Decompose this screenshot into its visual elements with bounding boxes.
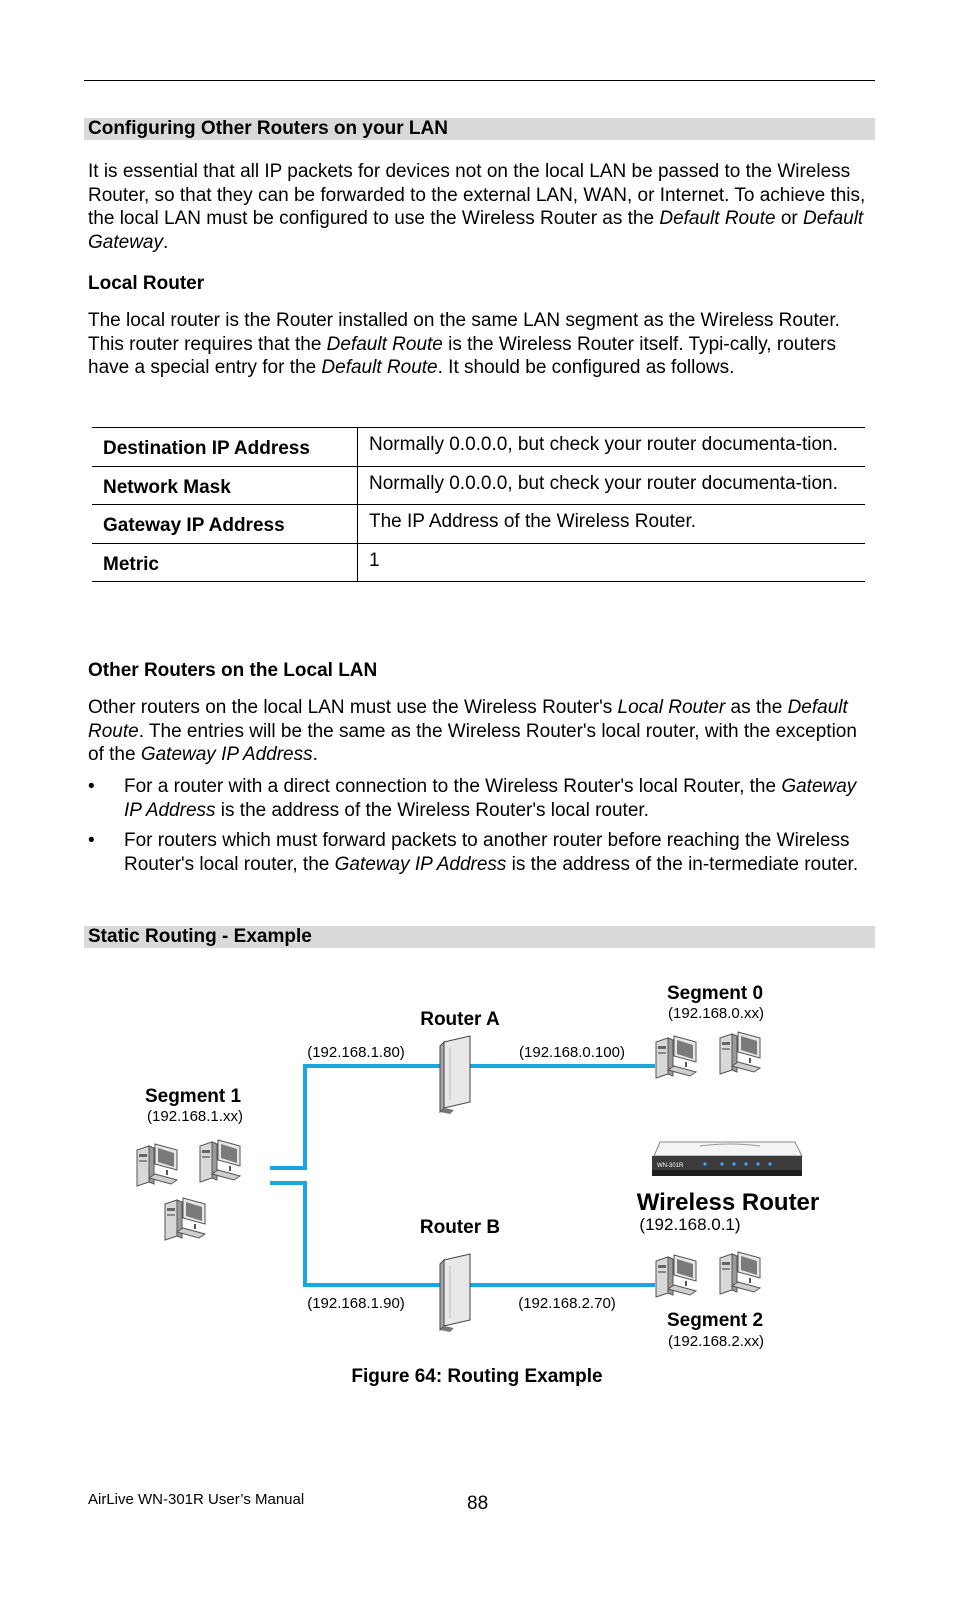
local-router-text-b: is the Wireless Router itself. Typi-cally, routers have a special entry for the [88, 333, 836, 378]
bullet-text: For a router with a direct connection to the Wireless Router's local Router, the Gateway IP Address is the address of the Wireless Router's local router. [124, 776, 857, 821]
intro-text: It is essential that all IP packets for devices not on the local LAN be passed to the Wireless Router, so that they can be forwarded to the external LAN, WAN, or Internet. To achieve this, the local LAN must be configured to use the Wireless Router as the [88, 161, 866, 229]
segment0-pc-icon [720, 1032, 760, 1074]
routing-diagram [0, 960, 954, 1360]
table-value: Normally 0.0.0.0, but check your router documenta-tion. [358, 428, 866, 467]
wireless-router-ip: (192.168.0.1) [639, 1215, 741, 1234]
table-key: Gateway IP Address [92, 505, 358, 544]
footer-manual-title: AirLive WN-301R User’s Manual [88, 1491, 305, 1508]
bullet-dot: • [88, 830, 95, 851]
other-routers-text-a: Other routers on the local LAN must use the Wireless Router's [88, 697, 618, 718]
segment2-pc-icon [656, 1255, 696, 1297]
router-a-label: Router A [420, 1009, 500, 1030]
other-routers-paragraph [88, 696, 872, 767]
local-router-paragraph [88, 309, 872, 380]
page-number: 88 [467, 1493, 489, 1514]
other-routers-italic-2: Default Route [88, 697, 848, 742]
router-b-icon [440, 1254, 470, 1332]
router-b-left-ip: (192.168.1.90) [307, 1295, 405, 1312]
figure-caption: Figure 64: Routing Example [351, 1366, 603, 1387]
local-router-italic-1: Default Route [326, 333, 443, 355]
wireless-router-label: Wireless Router [636, 1189, 820, 1216]
segment0-label: Segment 0 [666, 983, 764, 1004]
segment1-label: Segment 1 [144, 1086, 242, 1107]
intro-text-or: or [775, 208, 803, 229]
segment1-pc-icon [200, 1140, 240, 1182]
other-routers-italic-3: Gateway IP Address [140, 744, 313, 765]
segment2-pc-icon [720, 1252, 760, 1294]
bullet-text: For routers which must forward packets to another router before reaching the Wireless Router's local router, the Gateway IP Address is the address of the in-termediate router. [124, 830, 859, 875]
segment0-pc-icon [656, 1036, 696, 1078]
other-routers-text-d: . [312, 744, 318, 765]
local-router-text-a: The local router is the Router installed on the same LAN segment as the Wireless Router. This router requires that the [88, 310, 840, 355]
segment1-pc-icon [165, 1198, 205, 1240]
segment2-ip: (192.168.2.xx) [668, 1333, 764, 1350]
route-settings-table [92, 427, 865, 582]
table-value: 1 [358, 543, 866, 582]
bullet-dot: • [88, 776, 95, 797]
other-routers-text-c: . The entries will be the same as the Wireless Router's local router, with the exception of the [88, 720, 857, 765]
local-router-italic-2: Default Route [321, 357, 438, 378]
table-row [92, 543, 865, 582]
wireless-router-icon [652, 1142, 802, 1176]
section-heading-static-routing: Static Routing - Example [84, 926, 875, 948]
local-router-heading: Local Router [88, 273, 205, 294]
other-routers-italic-1: Local Router [617, 697, 726, 718]
table-value: The IP Address of the Wireless Router. [358, 505, 866, 544]
header-rule [84, 80, 875, 81]
table-row [92, 428, 865, 467]
intro-italic-default-gateway: Default Gateway [88, 208, 864, 253]
table-key: Destination IP Address [92, 428, 358, 467]
table-key: Metric [92, 543, 358, 582]
table-row [92, 505, 865, 544]
router-a-right-ip: (192.168.0.100) [519, 1044, 625, 1061]
intro-italic-default-route: Default Route [659, 208, 776, 229]
other-routers-heading: Other Routers on the Local LAN [88, 660, 378, 681]
segment2-label: Segment 2 [666, 1310, 764, 1331]
device-model-label: WN-301R [657, 1163, 684, 1169]
router-a-icon [440, 1036, 470, 1114]
router-b-label: Router B [419, 1217, 501, 1238]
table-value: Normally 0.0.0.0, but check your router documenta-tion. [358, 466, 866, 505]
segment1-ip: (192.168.1.xx) [147, 1108, 243, 1125]
segment0-ip: (192.168.0.xx) [668, 1005, 764, 1022]
table-key: Network Mask [92, 466, 358, 505]
other-routers-text-b: as the [725, 697, 788, 718]
local-router-text-c: . It should be configured as follows. [437, 357, 735, 378]
intro-text-end: . [162, 231, 169, 253]
segment1-pc-icon [137, 1144, 177, 1186]
intro-paragraph [88, 160, 872, 254]
router-b-right-ip: (192.168.2.70) [518, 1295, 616, 1312]
router-a-left-ip: (192.168.1.80) [307, 1044, 405, 1061]
table-row [92, 466, 865, 505]
section-heading-configuring: Configuring Other Routers on your LAN [84, 118, 875, 140]
